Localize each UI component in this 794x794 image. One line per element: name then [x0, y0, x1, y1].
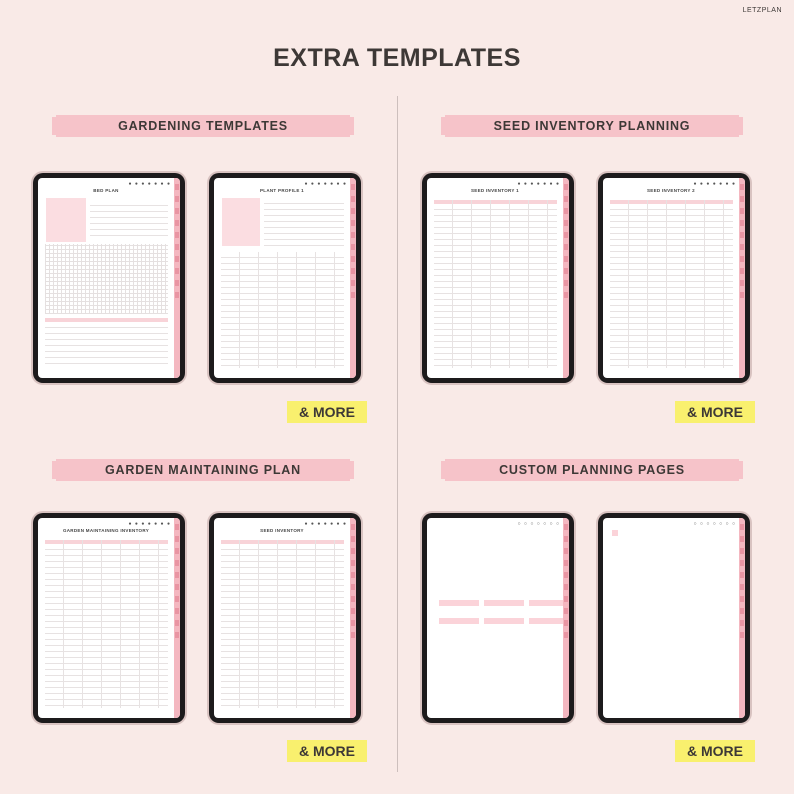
nav-dots-icon: ● ● ● ● ● ● ● [304, 181, 347, 187]
nav-dots-icon: ● ● ● ● ● ● ● [517, 181, 560, 187]
section-ribbon-gardening: GARDENING TEMPLATES [56, 115, 350, 137]
table-cols [434, 200, 557, 368]
custom-page-link-5[interactable] [484, 618, 524, 624]
screen-title: SEED INVENTORY [260, 528, 304, 533]
section-ribbon-custom-planning: CUSTOM PLANNING PAGES [445, 459, 739, 481]
table-cols [45, 540, 168, 708]
section-ribbon-seed-inventory: SEED INVENTORY PLANNING [445, 115, 739, 137]
photo-box [222, 198, 260, 246]
more-badge: & MORE [675, 740, 755, 762]
side-tabs[interactable] [739, 518, 745, 718]
nav-dots-icon: ○ ○ ○ ○ ○ ○ ○ [517, 521, 560, 527]
side-tabs[interactable] [350, 518, 356, 718]
tablet-bed-plan [33, 173, 185, 383]
screen-title: BED PLAN [93, 188, 119, 193]
nav-dots-icon: ○ ○ ○ ○ ○ ○ ○ [693, 521, 736, 527]
tablet-garden-maintaining [33, 513, 185, 723]
custom-page-link-4[interactable] [439, 618, 479, 624]
side-tabs[interactable] [350, 178, 356, 378]
screen-title: SEED INVENTORY 1 [471, 188, 519, 193]
tablet-custom-blank [598, 513, 750, 723]
nav-dots-icon: ● ● ● ● ● ● ● [693, 181, 736, 187]
table-cols [221, 540, 344, 708]
tablet-custom-index [422, 513, 574, 723]
brand-label: LETZPLAN [742, 7, 782, 14]
page-title: EXTRA TEMPLATES [273, 44, 521, 72]
nav-dots-icon: ● ● ● ● ● ● ● [128, 521, 171, 527]
table-cols [610, 200, 733, 368]
side-tabs[interactable] [174, 178, 180, 378]
side-tabs[interactable] [174, 518, 180, 718]
page-number-badge [612, 530, 618, 536]
table-rows [45, 322, 168, 368]
tablet-seed-inventory-1 [422, 173, 574, 383]
custom-page-link-2[interactable] [484, 600, 524, 606]
legend-box [46, 198, 86, 242]
tablet-plant-profile [209, 173, 361, 383]
tablet-seed-inventory-2 [598, 173, 750, 383]
info-rows [90, 200, 168, 240]
side-tabs[interactable] [563, 518, 569, 718]
tablet-seed-inventory [209, 513, 361, 723]
more-badge: & MORE [287, 740, 367, 762]
nav-dots-icon: ● ● ● ● ● ● ● [128, 181, 171, 187]
screen-title: PLANT PROFILE 1 [259, 188, 304, 193]
screen-title: GARDEN MAINTAINING INVENTORY [62, 528, 150, 533]
side-tabs[interactable] [739, 178, 745, 378]
info-rows [264, 198, 344, 248]
center-divider [397, 96, 398, 772]
bed-grid [45, 244, 168, 314]
profile-cols [221, 252, 344, 368]
more-badge: & MORE [675, 401, 755, 423]
screen-title: SEED INVENTORY 2 [647, 188, 695, 193]
side-tabs[interactable] [563, 178, 569, 378]
nav-dots-icon: ● ● ● ● ● ● ● [304, 521, 347, 527]
section-ribbon-garden-maintaining: GARDEN MAINTAINING PLAN [56, 459, 350, 481]
custom-page-link-1[interactable] [439, 600, 479, 606]
more-badge: & MORE [287, 401, 367, 423]
